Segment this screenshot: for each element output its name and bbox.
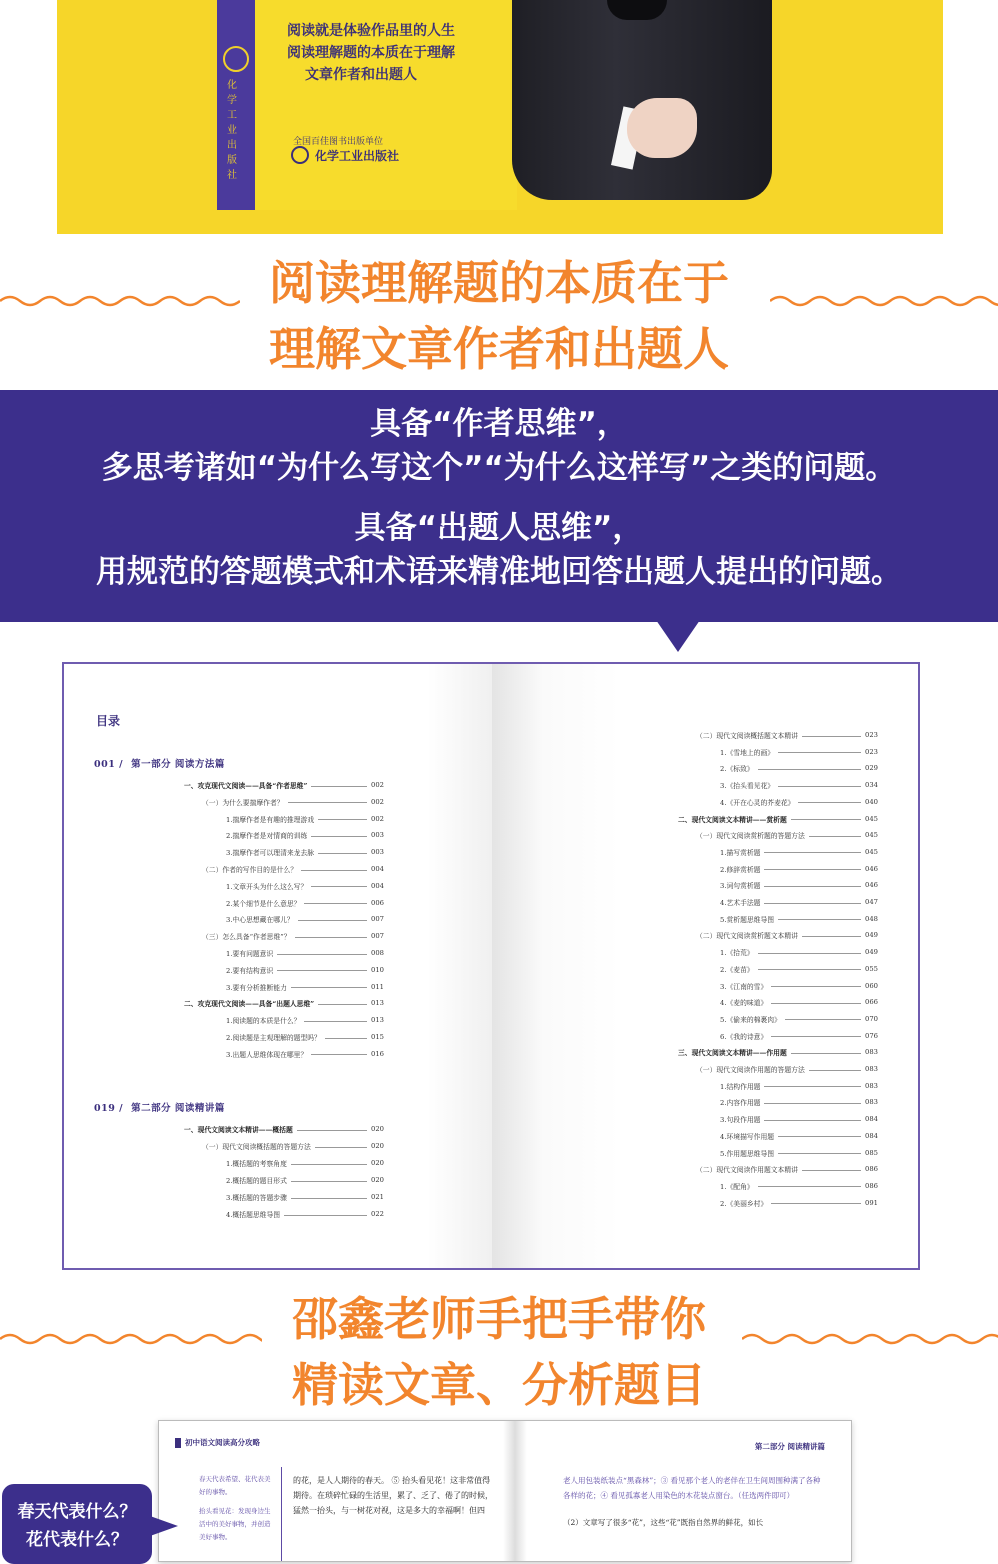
toc-leader-line [318, 819, 367, 820]
toc-entry [226, 881, 384, 891]
excerpt-question-text: （2）文章写了很多“花”，这些“花”既指自然界的鲜花，如长 [563, 1518, 764, 1527]
toc-entry [720, 1181, 878, 1191]
toc-page-number: 013 [371, 999, 384, 1008]
toc-entry-title: 二、攻克现代文阅读——具备“出题人思维” [184, 1000, 315, 1009]
speech-bubble-tail [150, 1516, 178, 1536]
toc-entry-title: 4.《麦的味道》 [720, 999, 768, 1008]
toc-entry-title: 5.赏析题思维导图 [720, 915, 775, 924]
part-label: 第二部分 阅读精讲篇 [131, 1103, 225, 1114]
toc-entry [202, 864, 384, 874]
toc-entry-title: 3.《江南的雪》 [720, 982, 768, 991]
toc-page-number: 023 [865, 731, 878, 739]
toc-entry-title: 2.《麦苗》 [720, 965, 754, 974]
toc-entry [226, 898, 384, 908]
toc-entry-title: 3.概括题的答题步骤 [226, 1194, 287, 1202]
toc-leader-line [764, 1103, 861, 1104]
toc-entry-title: 1.《配角》 [720, 1182, 754, 1191]
publisher-logo-icon [291, 146, 309, 164]
toc-entry [184, 780, 384, 790]
toc-leader-line [301, 870, 367, 871]
toc-page-number: 060 [865, 981, 878, 990]
toc-leader-line [764, 852, 861, 853]
section-heading-2 [0, 1286, 998, 1418]
toc-entry-title: 2.阅读题是主观理解的题型吗？ [226, 1034, 321, 1042]
toc-entry-title: 3.《抬头看见花》 [720, 782, 775, 791]
toc-entry [720, 897, 878, 907]
toc-leader-line [778, 1136, 861, 1137]
toc-entry-title: 4.概括题思维导图 [226, 1211, 281, 1219]
toc-entry [696, 1164, 878, 1174]
toc-entry-title: 6.《我的诗意》 [720, 1032, 768, 1041]
excerpt-left-header-text: 初中语文阅读高分攻略 [185, 1438, 260, 1447]
toc-page-number: 013 [371, 1016, 384, 1025]
toc-leader-line [277, 970, 367, 971]
toc-page-number: 020 [371, 1176, 384, 1184]
toc-entry-title: 3.句段作用题 [720, 1116, 761, 1125]
toc-leader-line [802, 736, 861, 737]
toc-entry [720, 1148, 878, 1158]
publisher-tag: 全国百佳图书出版单位 [293, 137, 384, 147]
toc-entry-title: 1.阅读题的本质是什么？ [226, 1017, 301, 1026]
toc-entry-title: 5.《偷来的棉裹肉》 [720, 1015, 781, 1024]
toc-entry [720, 1114, 878, 1124]
toc-page-number: 021 [371, 1193, 384, 1201]
toc-leader-line [764, 1086, 861, 1087]
toc-entry [720, 1131, 878, 1141]
table-of-contents-spread [62, 662, 920, 1270]
toc-leader-line [802, 936, 861, 937]
toc-page-number: 020 [371, 1125, 384, 1133]
band-line: 具备“作者思维”， [370, 406, 628, 442]
toc-entry [696, 930, 878, 940]
toc-entry [720, 964, 878, 974]
toc-page-number: 048 [865, 914, 878, 923]
toc-page-number: 083 [865, 1081, 878, 1090]
toc-page-number: 022 [371, 1210, 384, 1218]
toc-entry [226, 830, 384, 840]
toc-entry [720, 880, 878, 890]
toc-entry-title: 1.《雪地上的画》 [720, 748, 775, 757]
question-speech-bubble [2, 1484, 152, 1564]
toc-leader-line [298, 920, 367, 921]
toc-entry [720, 981, 878, 991]
excerpt-left-body: 的花，是人人期待的春天。 ⑤ 抬头看见花！这非常值得期待。在琐碎忙碌的生活里，累了、乏了、倦了的时候，猛然一抬头，与一树花对视，这是多大的幸福啊！但四 [293, 1476, 493, 1515]
toc-entry-title: 3.词句赏析题 [720, 882, 761, 891]
margin-notes [199, 1473, 275, 1550]
toc-leader-line [291, 1164, 367, 1165]
toc-entry-title: （二）现代文阅读赏析题文本精讲 [696, 932, 798, 941]
toc-entry [226, 1175, 384, 1185]
toc-entry [202, 797, 384, 807]
toc-entry-title: （二）现代文阅读作用题文本精讲 [696, 1166, 798, 1175]
toc-entry [226, 1209, 384, 1219]
toc-page-number: 045 [865, 847, 878, 856]
toc-page-number: 003 [371, 848, 384, 857]
toc-leader-line [304, 903, 367, 904]
toc-entry-title: 三、现代文阅读文本精讲——作用题 [678, 1049, 787, 1058]
toc-right-page [492, 664, 918, 1268]
toc-entry [720, 847, 878, 857]
toc-leader-line [311, 836, 367, 837]
toc-leader-line [318, 1004, 367, 1005]
toc-entry-title: 3.出题人思维体现在哪里？ [226, 1050, 308, 1059]
toc-entry [184, 998, 384, 1008]
toc-page-number: 083 [865, 1048, 878, 1057]
book-cover [217, 0, 517, 210]
toc-page-number: 007 [371, 932, 384, 941]
toc-page-number: 045 [865, 814, 878, 823]
book-cover-line: 阅读理解题的本质在于理解 [287, 45, 455, 61]
toc-entry [226, 1032, 384, 1042]
toc-leader-line [785, 1019, 861, 1020]
toc-page-number: 020 [371, 1142, 384, 1150]
toc-leader-line [809, 1070, 861, 1071]
toc-entry-title: 2.《标致》 [720, 765, 754, 774]
excerpt-left-header [175, 1437, 260, 1448]
toc-page-number: 049 [865, 931, 878, 940]
toc-entry [226, 1049, 384, 1059]
toc-leader-line [291, 987, 367, 988]
toc-entry [226, 847, 384, 857]
toc-page-number: 011 [371, 982, 384, 991]
toc-entry-title: （二）现代文阅读概括题文本精讲 [696, 732, 798, 740]
toc-entry-title: 1.揣摩作者是有趣的推理游戏 [226, 815, 315, 824]
toc-page-number: 085 [865, 1148, 878, 1157]
toc-entry-title: 4.环境描写作用题 [720, 1132, 775, 1141]
heading-line: 阅读理解题的本质在于 [269, 256, 729, 310]
toc-leader-line [791, 1053, 861, 1054]
toc-leader-line [758, 1186, 861, 1187]
book-icon [175, 1438, 181, 1448]
toc-page-number: 020 [371, 1159, 384, 1167]
toc-entry-title: 一、攻克现代文阅读——具备“作者思维” [184, 782, 308, 790]
excerpt-right-header: 第二部分 阅读精讲篇 [754, 1442, 825, 1451]
toc-entry-title: （二）作者的写作目的是什么？ [202, 866, 298, 874]
toc-entry [696, 730, 878, 740]
toc-page-number: 083 [865, 1065, 878, 1073]
toc-leader-line [311, 886, 367, 887]
bubble-line: 春天代表什么？ [17, 1502, 137, 1522]
toc-entry [720, 864, 878, 874]
purple-statement-band [0, 390, 998, 622]
toc-page-number: 045 [865, 831, 878, 840]
toc-leader-line [771, 1036, 861, 1037]
toc-entry [720, 1031, 878, 1041]
toc-leader-line [778, 1153, 861, 1154]
toc-leader-line [297, 1130, 367, 1131]
toc-entry-title: 一、现代文阅读文本精讲——概括题 [184, 1126, 293, 1134]
toc-entry [696, 1064, 878, 1074]
toc-entry [226, 1015, 384, 1025]
toc-page-number: 049 [865, 948, 878, 957]
toc-entry-title: （一）为什么要揣摩作者？ [202, 798, 284, 807]
toc-leader-line [758, 969, 861, 970]
toc-page-number: 091 [865, 1198, 878, 1207]
toc-leader-line [771, 1003, 861, 1004]
toc-page-number: 029 [865, 764, 878, 773]
heading-line: 理解文章作者和出题人 [269, 322, 729, 376]
toc-entry-title: 2.某个细节是什么意思？ [226, 899, 301, 908]
toc-part-1 [94, 756, 233, 770]
toc-entry [720, 763, 878, 773]
toc-leader-line [325, 1038, 367, 1039]
toc-leader-line [315, 1147, 367, 1148]
toc-entry-title: 2.修辞赏析题 [720, 865, 761, 874]
toc-entry-title: 1.文章开头为什么这么写？ [226, 882, 308, 891]
toc-leader-line [758, 953, 861, 954]
excerpt-right-body [563, 1473, 825, 1530]
toc-page-number: 002 [371, 781, 384, 789]
toc-page-number: 083 [865, 1098, 878, 1107]
book-cover-line: 阅读就是体验作品里的人生 [287, 23, 455, 39]
toc-entry [720, 1198, 878, 1208]
toc-entry [678, 814, 878, 824]
toc-leader-line [791, 819, 861, 820]
toc-entry [226, 982, 384, 992]
toc-leader-line [291, 1181, 367, 1182]
page-gutter [503, 1421, 527, 1561]
heading-line: 邵鑫老师手把手带你 [292, 1292, 706, 1346]
heading-line: 精读文章、分析题目 [292, 1358, 706, 1412]
toc-page-number: 007 [371, 915, 384, 924]
toc-entry-title: 3.揣摩作者可以理清来龙去脉 [226, 849, 315, 858]
toc-leader-line [764, 886, 861, 887]
toc-page-number: 004 [371, 881, 384, 890]
toc-page-number: 046 [865, 864, 878, 873]
toc-leader-line [277, 954, 367, 955]
toc-page-number: 002 [371, 797, 384, 806]
toc-page-number: 040 [865, 797, 878, 806]
toc-page-number: 066 [865, 998, 878, 1007]
toc-entry [226, 1192, 384, 1202]
toc-entry [226, 914, 384, 924]
toc-leader-line [778, 752, 861, 753]
book-spine-text: 化学工业出版社 [227, 80, 237, 181]
toc-leader-line [764, 903, 861, 904]
toc-leader-line [284, 1215, 367, 1216]
toc-left-page [64, 664, 492, 1268]
toc-entry-title: 1.要有问题意识 [226, 950, 274, 958]
toc-page-number: 003 [371, 831, 384, 840]
toc-leader-line [802, 1170, 861, 1171]
toc-page-number: 010 [371, 965, 384, 974]
toc-page-number: 002 [371, 814, 384, 823]
toc-entry-title: 1.结构作用题 [720, 1082, 761, 1091]
toc-leader-line [304, 1021, 367, 1022]
toc-part-2 [94, 1100, 233, 1114]
margin-note: 春天代表希望、花代表美好的事物。 [199, 1475, 271, 1496]
toc-page-number: 086 [865, 1165, 878, 1174]
toc-entry [696, 830, 878, 840]
band-line: 多思考诸如“为什么写这个”“为什么这样写”之类的问题。 [101, 450, 897, 486]
toc-leader-line [778, 919, 861, 920]
toc-entry-title: 2.概括题的题目形式 [226, 1177, 287, 1185]
toc-entry [226, 965, 384, 975]
author-hand [627, 98, 697, 158]
toc-entry-title: 3.中心思想藏在哪儿？ [226, 916, 294, 925]
toc-leader-line [809, 836, 861, 837]
publisher-name [291, 146, 399, 164]
toc-entry [184, 1124, 384, 1134]
toc-page-number: 016 [371, 1049, 384, 1058]
toc-entry-title: 4.《开在心灵的芥麦花》 [720, 798, 795, 807]
band-line: 具备“出题人思维”， [354, 510, 644, 546]
toc-page-number: 034 [865, 781, 878, 790]
toc-entry-title: 1.概括题的考察角度 [226, 1160, 287, 1168]
part-number: 019 / [94, 1103, 124, 1114]
toc-page-number: 015 [371, 1033, 384, 1041]
toc-entry [720, 747, 878, 757]
toc-leader-line [764, 869, 861, 870]
toc-leader-line [764, 1120, 861, 1121]
toc-entry-title: （一）现代文阅读概括题的答题方法 [202, 1143, 311, 1151]
bow-tie [607, 0, 667, 20]
toc-entry [678, 1047, 878, 1057]
toc-page-number: 047 [865, 898, 878, 906]
toc-page-number: 084 [865, 1131, 878, 1140]
toc-leader-line [295, 937, 368, 938]
toc-entry [720, 797, 878, 807]
book-excerpt-spread [158, 1420, 852, 1562]
toc-entry [720, 947, 878, 957]
toc-entry-title: （三）怎么具备“作者思维”？ [202, 933, 291, 942]
toc-entry [226, 1158, 384, 1168]
excerpt-answer-text: 老人用包装纸装点“黑森林”；③ 看见那个老人的老伴在卫生间周围种满了各种各样的花；④ 看见孤寡老人用染色的木花装点窗台。（任选两件即可） [563, 1476, 821, 1500]
toc-entry [720, 1097, 878, 1107]
toc-entry-title: （一）现代文阅读赏析题的答题方法 [696, 832, 805, 841]
toc-page-number: 084 [865, 1115, 878, 1124]
margin-rule [281, 1467, 282, 1562]
book-cover-line: 文章作者和出题人 [305, 67, 417, 83]
toc-leader-line [311, 1054, 367, 1055]
book-cover-banner [57, 0, 943, 234]
toc-entry [226, 948, 384, 958]
toc-entry [720, 1014, 878, 1024]
toc-entry-title: 2.内容作用题 [720, 1099, 761, 1108]
toc-entry [226, 814, 384, 824]
part-number: 001 / [94, 759, 124, 770]
toc-page-number: 023 [865, 747, 878, 756]
publisher-logo-icon [223, 46, 249, 72]
author-photo [512, 0, 772, 200]
toc-page-number: 076 [865, 1031, 878, 1040]
toc-page-number: 086 [865, 1181, 878, 1190]
toc-leader-line [771, 986, 861, 987]
toc-leader-line [758, 769, 861, 770]
toc-page-number: 004 [371, 865, 384, 873]
toc-entry-title: 2.要有结构意识 [226, 966, 274, 975]
toc-entry-title: 2.《美丽乡村》 [720, 1199, 768, 1208]
toc-entry [202, 1141, 384, 1151]
toc-entry [720, 1081, 878, 1091]
toc-entry-title: 2.揣摩作者是对情商的训练 [226, 832, 308, 841]
toc-leader-line [291, 1198, 367, 1199]
toc-entry [720, 997, 878, 1007]
toc-title: 目录 [96, 714, 121, 728]
toc-entry [202, 931, 384, 941]
toc-page-number: 006 [371, 898, 384, 907]
section-heading-1 [0, 250, 998, 382]
toc-page-number: 046 [865, 881, 878, 890]
toc-entry-title: （一）现代文阅读作用题的答题方法 [696, 1066, 805, 1074]
toc-entry-title: 3.要有分析推断能力 [226, 983, 287, 992]
publisher-label: 化学工业出版社 [315, 148, 400, 163]
toc-entry-title: 5.作用题思维导图 [720, 1149, 775, 1158]
toc-leader-line [318, 853, 367, 854]
toc-page-number: 008 [371, 949, 384, 957]
bubble-line: 花代表什么？ [26, 1530, 128, 1550]
band-pointer [656, 620, 700, 652]
toc-entry-title: 1.描写赏析题 [720, 848, 761, 857]
toc-entry [720, 914, 878, 924]
toc-leader-line [771, 1203, 861, 1204]
toc-leader-line [311, 786, 367, 787]
toc-entry [720, 780, 878, 790]
toc-entry-title: 二、现代文阅读文本精讲——赏析题 [678, 815, 787, 824]
toc-page-number: 070 [865, 1014, 878, 1023]
part-label: 第一部分 阅读方法篇 [131, 759, 225, 770]
toc-entry-title: 4.艺术手法题 [720, 899, 761, 907]
margin-note: 抬头看见花：发现身边生活中的美好事物，并创造美好事物。 [199, 1507, 271, 1541]
toc-page-number: 055 [865, 964, 878, 973]
toc-leader-line [288, 802, 367, 803]
toc-leader-line [778, 786, 861, 787]
band-line: 用规范的答题模式和术语来精准地回答出题人提出的问题。 [96, 554, 902, 590]
toc-entry-title: 1.《拾荒》 [720, 949, 754, 958]
toc-leader-line [798, 802, 861, 803]
book-cover-text [287, 20, 455, 86]
